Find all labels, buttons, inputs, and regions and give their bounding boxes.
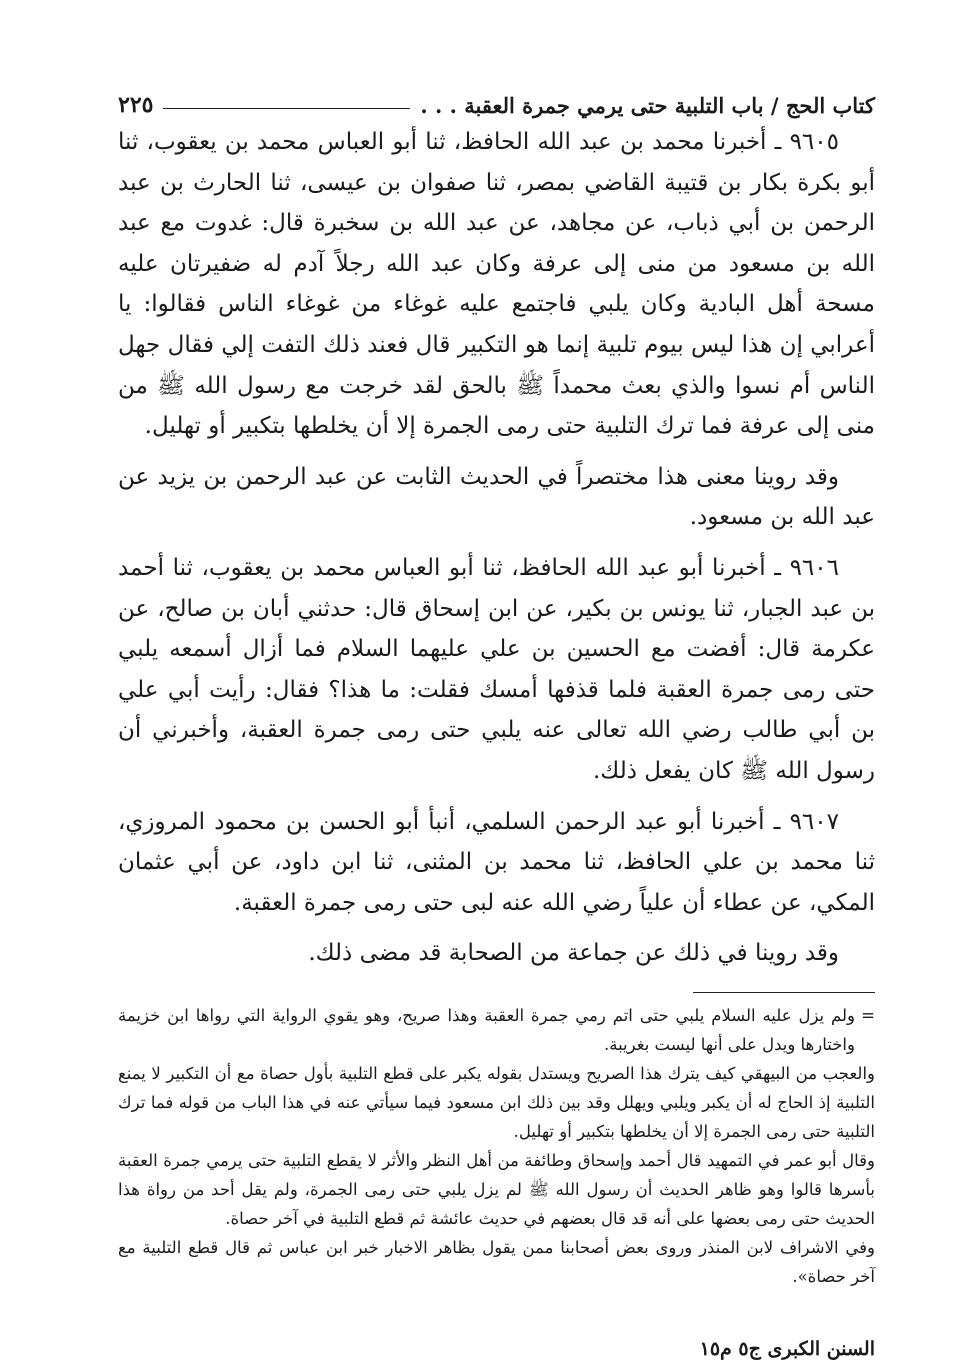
continuation-mark: = [861,1005,875,1025]
footnote-divider [693,992,875,993]
hadith-9605: ٩٦٠٥ ـ أخبرنا محمد بن عبد الله الحافظ، ثنا أبو العباس محمد بن يعقوب، ثنا أبو بكرة بكار بن قتيبة القاضي بمصر، ثنا صفوان بن عيسى، ثنا الحارث بن عبد الرحمن بن أبي ذباب، عن مجاهد، عن عبد الله بن سخبرة قال: غدوت مع عبد الله بن مسعود من منى إلى عرفة وكان عبد الله رجلاً آدم له ضفيرتان عليه مسحة أهل البادية وكان يلبي فاجتمع عليه غوغاء من غوغاء الناس فقالوا: يا أعرابي إن هذا ليس بيوم تلبية إنما هو التكبير قال فعند ذلك التفت إلي فقال جهل الناس أم نسوا والذي بعث محمداً ﷺ بالحق لقد خرجت مع رسول الله ﷺ من منى إلى عرفة فما ترك التلبية حتى رمى الجمرة إلا أن يخلطها بتكبير أو تهليل. [118,129,875,440]
footnote-paragraph: وقال أبو عمر في التمهيد قال أحمد وإسحاق وطائفة من أهل النظر والأثر لا يقطع التلبية حتى يرمي جمرة العقبة بأسرها قالوا وهو ظاهر الحديث أن رسول الله ﷺ لم يزل يلبي حتى رمى الجمرة، ولم يقل أحد من رواة هذا الحديث حتى رمى بعضها على أنه قد قال بعضهم في حديث عائشة ثم قطع التلبية في آخر حصاة. [118,1150,875,1228]
hadith-9607: ٩٦٠٧ ـ أخبرنا أبو عبد الرحمن السلمي، أنبأ أبو الحسن بن محمود المروزي، ثنا محمد بن علي الحافظ، ثنا محمد بن المثنى، ثنا ابن داود، عن أبي عثمان المكي، عن عطاء أن علياً رضي الله عنه لبى حتى رمى جمرة العقبة. [118,808,875,916]
footnotes [118,1001,875,1291]
book-page [118,70,875,1360]
footnote-paragraph [118,1001,875,1059]
running-title: كتاب الحج / باب التلبية حتى يرمي جمرة العقبة . . . [420,93,875,118]
signature-mark: السنن الكبرى ج٥ م١٥ [699,1338,875,1360]
footnote-paragraph: وفي الاشراف لابن المنذر وروى بعض أصحابنا ممن يقول بظاهر الاخبار خبر ابن عباس ثم قال قطع التلبية مع آخر حصاة». [118,1237,876,1286]
author-comment-1: وقد روينا معنى هذا مختصراً في الحديث الثابت عن عبد الرحمن بن يزيد عن عبد الله بن مسعود. [118,463,875,531]
header-rule [163,108,410,109]
footnote-text: ولم يزل عليه السلام يلبي حتى اتم رمي جمرة العقبة وهذا صريح، وهو يقوي الرواية التي رواها ابن خزيمة واختارها ويدل على أنها ليست بغريبة. [118,1005,855,1054]
hadith-9606: ٩٦٠٦ ـ أخبرنا أبو عبد الله الحافظ، ثنا أبو العباس محمد بن يعقوب، ثنا أحمد بن عبد الجبار، ثنا يونس بن بكير، عن ابن إسحاق قال: حدثني أبان بن صالح، عن عكرمة قال: أفضت مع الحسين بن علي عليهما السلام فما أزال أسمعه يلبي حتى رمى جمرة العقبة فلما قذفها أمسك فقلت: ما هذا؟ فقال: رأيت أبي علي بن أبي طالب رضي الله تعالى عنه يلبي حتى رمى جمرة العقبة، وأخبرني أن رسول الله ﷺ كان يفعل ذلك. [118,554,875,784]
page-number: ٢٢٥ [118,92,154,118]
running-header [118,70,875,118]
footnote-paragraph: والعجب من البيهقي كيف يترك هذا الصريح ويستدل بقوله يكبر على قطع التلبية بأول حصاة مع أن التكبير لا يمنع التلبية إذ الحاج له أن يكبر ويلبي ويهلل وقد بين ذلك ابن مسعود فيما سيأتي عنه في هذا الباب من قوله فما ترك التلبية حتى رمى الجمرة إلا أن يخلطها بتكبير أو تهليل. [118,1063,875,1141]
main-text [118,122,875,974]
author-comment-2: وقد روينا في ذلك عن جماعة من الصحابة قد مضى ذلك. [308,940,839,967]
